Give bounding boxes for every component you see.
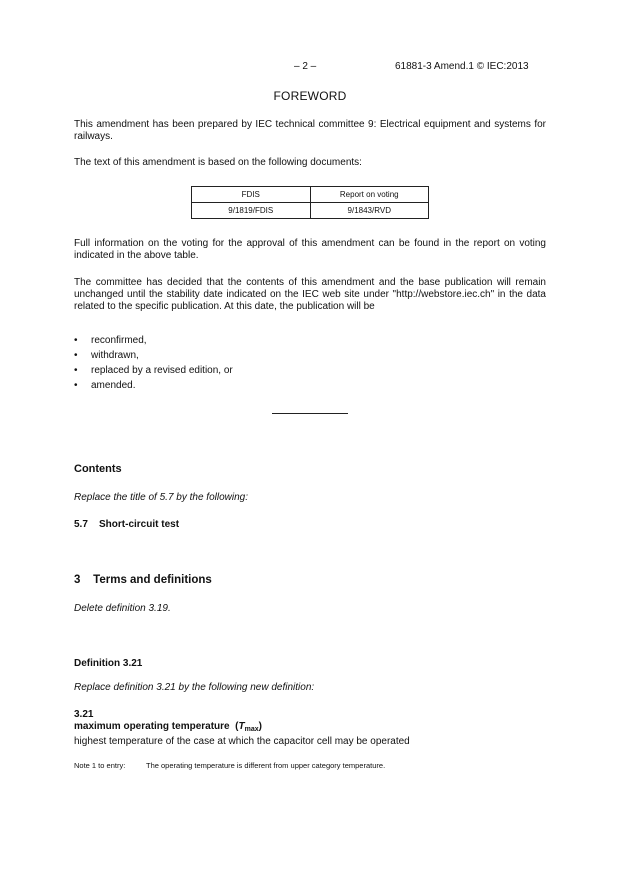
table-cell-rvd: 9/1843/RVD (310, 203, 429, 219)
term-definition: highest temperature of the case at which the capacitor cell may be operated (74, 736, 410, 747)
document-reference: 61881-3 Amend.1 © IEC:2013 (395, 61, 529, 72)
list-item: • amended. (74, 380, 136, 391)
definition-instruction: Replace definition 3.21 by the following new definition: (74, 682, 315, 693)
definition-entry (74, 709, 410, 748)
note-to-entry (74, 761, 385, 770)
table-row (192, 203, 429, 219)
term-number: 3.21 (74, 709, 94, 720)
table-cell-fdis: 9/1819/FDIS (192, 203, 311, 219)
contents-item: 5.7 Short-circuit test (74, 519, 180, 530)
table-header-fdis: FDIS (192, 187, 311, 203)
foreword-paragraph-2: The text of this amendment is based on the following documents: (74, 157, 362, 168)
table-header-report: Report on voting (310, 187, 429, 203)
terms-instruction: Delete definition 3.19. (74, 603, 171, 614)
list-item: • withdrawn, (74, 350, 139, 361)
list-item: • reconfirmed, (74, 335, 147, 346)
note-text: The operating temperature is different from upper category temperature. (146, 761, 386, 770)
contents-heading: Contents (74, 463, 122, 475)
terms-heading: 3 Terms and definitions (74, 574, 212, 586)
foreword-paragraph-1: This amendment has been prepared by IEC technical committee 9: Electrical equipment and systems for railways. (74, 119, 546, 142)
definition-heading: Definition 3.21 (74, 658, 143, 669)
page-number: – 2 – (294, 61, 317, 72)
bullet-icon: • (74, 335, 78, 346)
foreword-title: FOREWORD (273, 89, 347, 103)
bullet-icon: • (74, 380, 78, 391)
term-symbol-subscript: max (244, 726, 259, 733)
bullet-icon: • (74, 350, 78, 361)
voting-documents-table (191, 186, 429, 219)
note-label: Note 1 to entry: (74, 761, 126, 770)
list-item: • replaced by a revised edition, or (74, 365, 233, 376)
foreword-paragraph-3: Full information on the voting for the approval of this amendment can be found in the report on voting indicated in the above table. (74, 238, 546, 261)
bullet-icon: • (74, 365, 78, 376)
foreword-paragraph-4: The committee has decided that the contents of this amendment and the base publication will remain unchanged until the stability date indicated on the IEC web site under "http://webstore.iec.ch" in the data related to the specific publication. At this date, the publication will be (74, 277, 546, 312)
publication-status-list (74, 335, 233, 395)
term-symbol: T (238, 721, 245, 732)
contents-instruction: Replace the title of 5.7 by the following: (74, 492, 248, 503)
table-header-row (192, 187, 429, 203)
term-name: maximum operating temperature $(T_{max})$ (74, 721, 262, 733)
section-divider (272, 413, 348, 414)
